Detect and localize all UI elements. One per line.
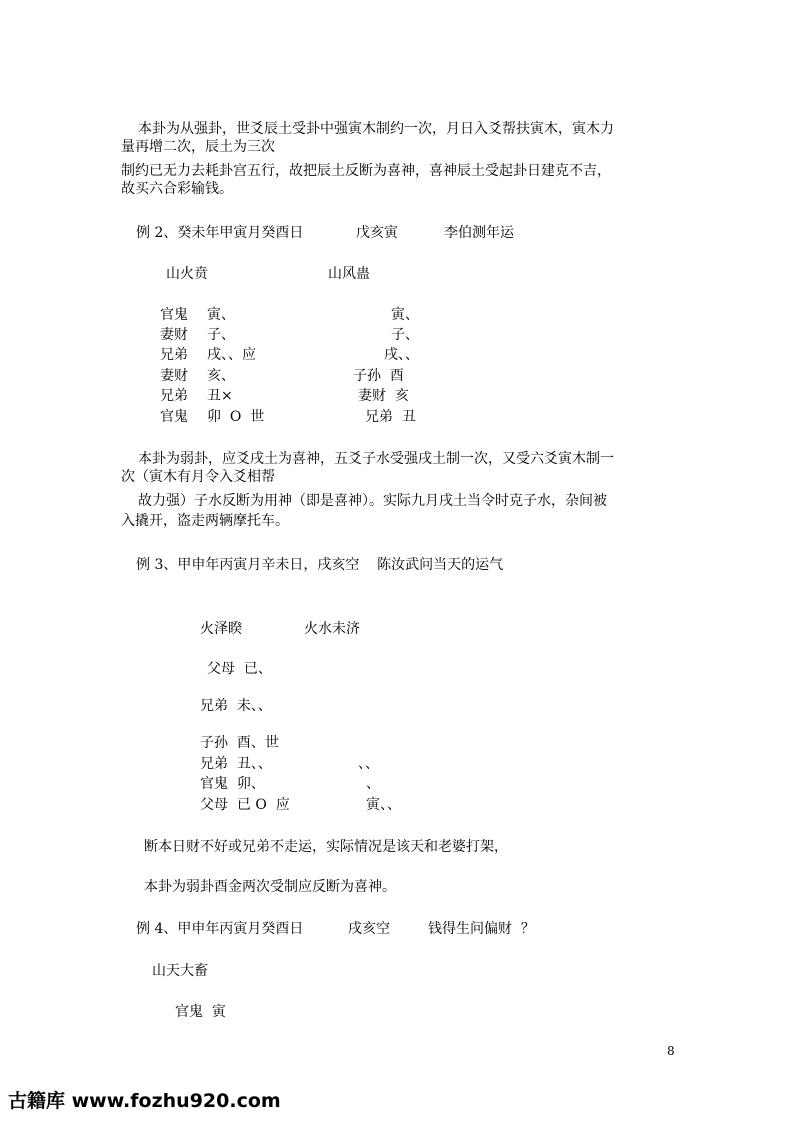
example2-line-right: 寅、 — [391, 307, 419, 323]
example3-gua-right: 火水未济 — [304, 621, 360, 637]
example4-void: 戌亥空 — [348, 921, 390, 937]
para1-line3: 制约已无力去耗卦宫五行，故把辰土反断为喜神，喜神辰土受起卦日建克不吉， — [121, 163, 611, 179]
example2-text-line1: 本卦为弱卦，应爻戌土为喜神，五爻子水受强戌土制一次，又受六爻寅木制一 — [138, 451, 614, 467]
example2-header: 例 2、癸未年甲寅月癸酉日 — [136, 225, 304, 241]
para1-line2: 量再增二次，辰土为三次 — [121, 139, 275, 155]
example2-line-zhi: 子、 — [207, 327, 235, 343]
example4-line1: 官鬼 寅 — [175, 1004, 226, 1020]
example3-text1: 断本日财不好或兄弟不走运，实际情况是该天和老婆打架， — [144, 839, 508, 855]
example3-line4-left: 兄弟 丑、、 — [200, 756, 272, 772]
example2-text-line4: 入撬开，盗走两辆摩托车。 — [121, 513, 289, 529]
example3-line1: 父母 已、 — [207, 661, 272, 677]
example2-line-zhi: 寅、 — [207, 307, 235, 323]
example2-gua-right: 山风蛊 — [328, 266, 370, 282]
footer-watermark: 古籍库 www.fozhu920.com — [8, 1090, 281, 1112]
example2-line-right: 妻财 亥 — [358, 388, 409, 404]
example2-text-line2: 次（寅木有月令入爻相帮 — [121, 469, 275, 485]
example2-line-zhi: 卯 O 世 — [207, 409, 265, 425]
example4-subject: 钱得生问偏财 ？ — [428, 921, 535, 937]
example4-header: 例 4、甲申年丙寅月癸酉日 — [136, 921, 304, 937]
example3-line6-right: 寅、、 — [366, 797, 401, 813]
example2-line-rel: 妻财 — [160, 368, 188, 384]
example3-line5-left: 官鬼 卯、 — [200, 776, 265, 792]
example4-gua: 山天大畜 — [152, 963, 208, 979]
para1-line4: 故买六合彩输钱。 — [121, 181, 233, 197]
example3-line4-right: 、、 — [358, 756, 379, 772]
example2-line-zhi: 亥、 — [207, 368, 235, 384]
example2-line-right: 子孙 酉 — [353, 368, 404, 384]
example3-line5-right: 、 — [366, 776, 380, 792]
example2-line-zhi: 戌、、应 — [207, 347, 256, 363]
example3-line3: 子孙 酉、世 — [200, 735, 279, 751]
example2-line-rel: 妻财 — [160, 327, 188, 343]
example2-line-rel: 官鬼 — [160, 307, 188, 323]
example2-line-right: 戌、、 — [384, 347, 419, 363]
page-number: 8 — [667, 1044, 675, 1058]
example2-line-rel: 兄弟 — [160, 347, 188, 363]
example3-line6-left: 父母 已 O 应 — [200, 797, 290, 813]
example2-subject: 李伯测年运 — [444, 225, 514, 241]
example2-line-zhi: 丑× — [207, 388, 233, 404]
example2-line-rel: 兄弟 — [160, 388, 188, 404]
example3-gua-left: 火泽睽 — [200, 621, 242, 637]
example2-void: 戊亥寅 — [356, 225, 398, 241]
example3-line2: 兄弟 未、、 — [200, 698, 272, 714]
example2-gua-left: 山火贲 — [166, 266, 208, 282]
example2-line-right: 子、 — [391, 327, 419, 343]
example3-header: 例 3、甲申年丙寅月辛未日，戌亥空 陈汝武问当天的运气 — [136, 557, 504, 573]
para1-line1: 本卦为从强卦，世爻辰土受卦中强寅木制约一次，月日入爻帮扶寅木，寅木力 — [138, 121, 614, 137]
example3-text2: 本卦为弱卦酉金两次受制应反断为喜神。 — [144, 879, 396, 895]
example2-line-rel: 官鬼 — [160, 409, 188, 425]
example2-text-line3: 故力强）子水反断为用神（即是喜神）。实际九月戌土当令时克子水，杂间被 — [138, 493, 607, 509]
example2-line-right: 兄弟 丑 — [365, 409, 416, 425]
